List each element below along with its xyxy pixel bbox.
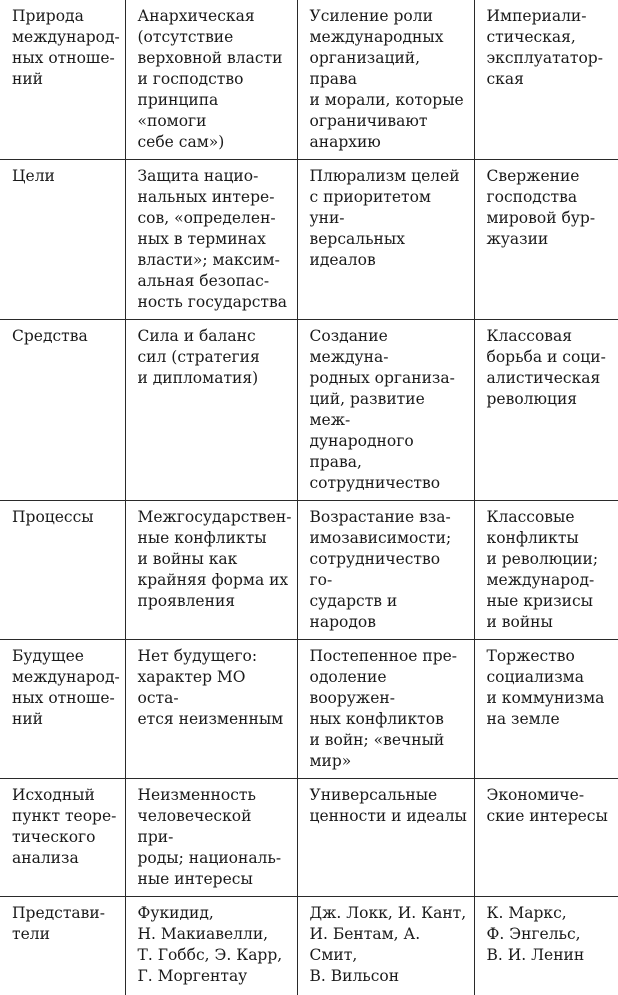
liberalism-cell: Возрастание вза- имозависимости; сотрудничество го- сударств и народов — [297, 501, 474, 640]
table-row — [0, 640, 618, 779]
realism-cell: Сила и баланс сил (стратегия и дипломатия) — [125, 320, 297, 501]
liberalism-cell: Плюрализм целей с приоритетом уни- версальных идеалов — [297, 160, 474, 320]
realism-cell: Неизменность человеческой при- роды; националь- ные интересы — [125, 779, 297, 897]
liberalism-cell: Дж. Локк, И. Кант, И. Бентам, А. Смит, В. Вильсон — [297, 897, 474, 995]
realism-cell: Межгосударствен- ные конфликты и войны как крайняя форма их проявления — [125, 501, 297, 640]
table-row — [0, 501, 618, 640]
table-row — [0, 160, 618, 320]
realism-cell: Защита нацио- нальных интере- сов, «определен- ных в терминах власти»; максим- альная безопас- ность государства — [125, 160, 297, 320]
row-label: Цели — [0, 160, 125, 320]
marxism-cell: Экономиче- ские интересы — [474, 779, 618, 897]
marxism-cell: Классовые конфликты и революции; международ- ные кризисы и войны — [474, 501, 618, 640]
row-label: Исходный пункт теоре- тического анализа — [0, 779, 125, 897]
realism-cell: Фукидид, Н. Макиавелли, Т. Гоббс, Э. Карр, Г. Моргентау — [125, 897, 297, 995]
marxism-cell: Империали- стическая, эксплуататор- ская — [474, 0, 618, 160]
liberalism-cell: Постепенное пре- одоление вооружен- ных конфликтов и войн; «вечный мир» — [297, 640, 474, 779]
liberalism-cell: Создание междуна- родных организа- ций, развитие меж- дународного права, сотрудничество — [297, 320, 474, 501]
table-row — [0, 779, 618, 897]
row-label: Процессы — [0, 501, 125, 640]
realism-cell: Анархическая (отсутствие верховной власти и господство принципа «помоги себе сам») — [125, 0, 297, 160]
liberalism-cell: Усиление роли международных организаций, права и морали, которые ограничивают анархию — [297, 0, 474, 160]
table-row — [0, 320, 618, 501]
realism-cell: Нет будущего: характер МО оста- ется неизменным — [125, 640, 297, 779]
marxism-cell: К. Маркс, Ф. Энгельс, В. И. Ленин — [474, 897, 618, 995]
table-row — [0, 0, 618, 160]
marxism-cell: Классовая борьба и соци- алистическая революция — [474, 320, 618, 501]
row-label: Природа международ- ных отноше- ний — [0, 0, 125, 160]
marxism-cell: Свержение господства мировой бур- жуазии — [474, 160, 618, 320]
liberalism-cell: Универсальные ценности и идеалы — [297, 779, 474, 897]
row-label: Средства — [0, 320, 125, 501]
row-label: Будущее международ- ных отноше- ний — [0, 640, 125, 779]
row-label: Представи- тели — [0, 897, 125, 995]
table-row — [0, 897, 618, 995]
marxism-cell: Торжество социализма и коммунизма на земле — [474, 640, 618, 779]
